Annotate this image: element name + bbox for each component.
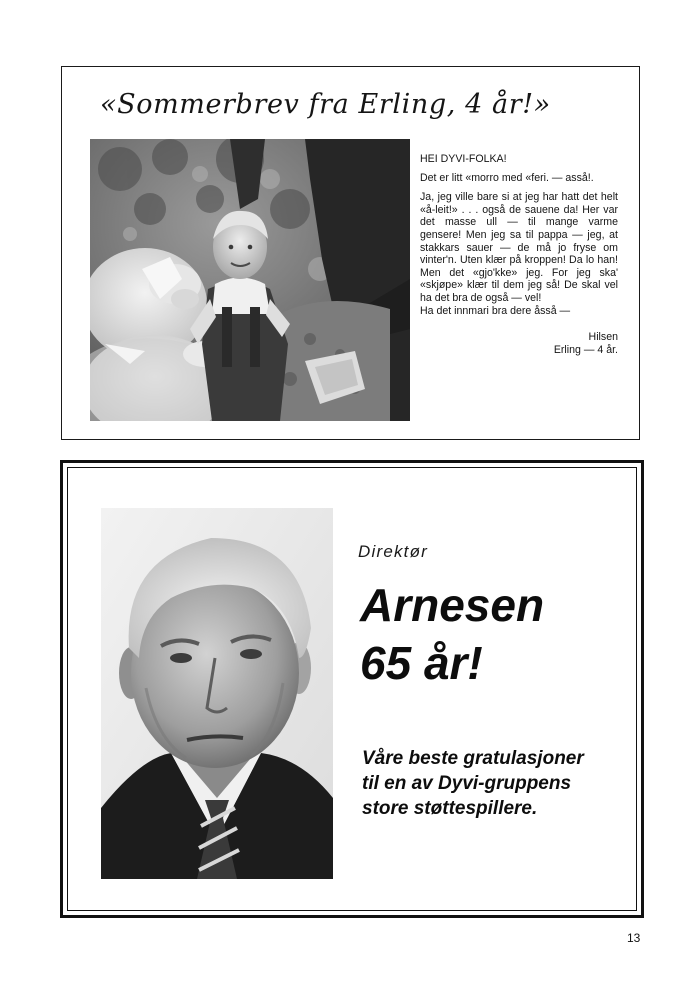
letter-signature xyxy=(420,331,618,356)
letter-article-title: «Sommerbrev fra Erling, 4 år!» xyxy=(100,89,551,120)
signature-line-2: Erling — 4 år. xyxy=(553,343,618,356)
honoree-age: 65 år! xyxy=(360,637,483,689)
letter-article-box xyxy=(61,66,640,440)
congratulations-text xyxy=(362,746,634,821)
congratulations-line-1: Våre beste gratulasjoner xyxy=(362,748,584,769)
letter-greeting: HEI DYVI-FOLKA! xyxy=(420,153,507,165)
portrait-illustration xyxy=(101,508,333,879)
congratulations-line-2: til en av Dyvi-gruppens xyxy=(362,773,572,794)
letter-text xyxy=(420,153,618,356)
page-number: 13 xyxy=(627,931,641,945)
photo-illustration xyxy=(90,139,410,421)
letter-intro: Det er litt «morro med «feri. — asså!. xyxy=(420,171,594,184)
letter-body: Ja, jeg ville bare si at jeg har hatt det helt «å-leit!» . . . også de sauene da! Her var det masse ull — til mange varme gensere! Men jeg sa til pappa — jeg, at stakkars sauer — de må jo fryse om vinter'n. Uten klær på kroppen! Da lo han! Men det «gjo'kke» jeg. For jeg ska' «skjøpe» klær til dem jeg så! De skal vel ha det bra de også — vel! xyxy=(420,191,618,304)
birthday-article-inner-frame xyxy=(67,467,637,911)
child-with-sheep-photo xyxy=(90,139,410,421)
portrait-photo xyxy=(101,508,333,879)
congratulations-line-3: store støttespillere. xyxy=(362,798,538,819)
birthday-article-box xyxy=(60,460,644,918)
title-label: Direktør xyxy=(358,542,429,561)
letter-closing: Ha det innmari bra dere åsså — xyxy=(420,304,571,317)
signature-line-1: Hilsen xyxy=(588,331,618,344)
honoree-name: Arnesen xyxy=(360,579,545,631)
